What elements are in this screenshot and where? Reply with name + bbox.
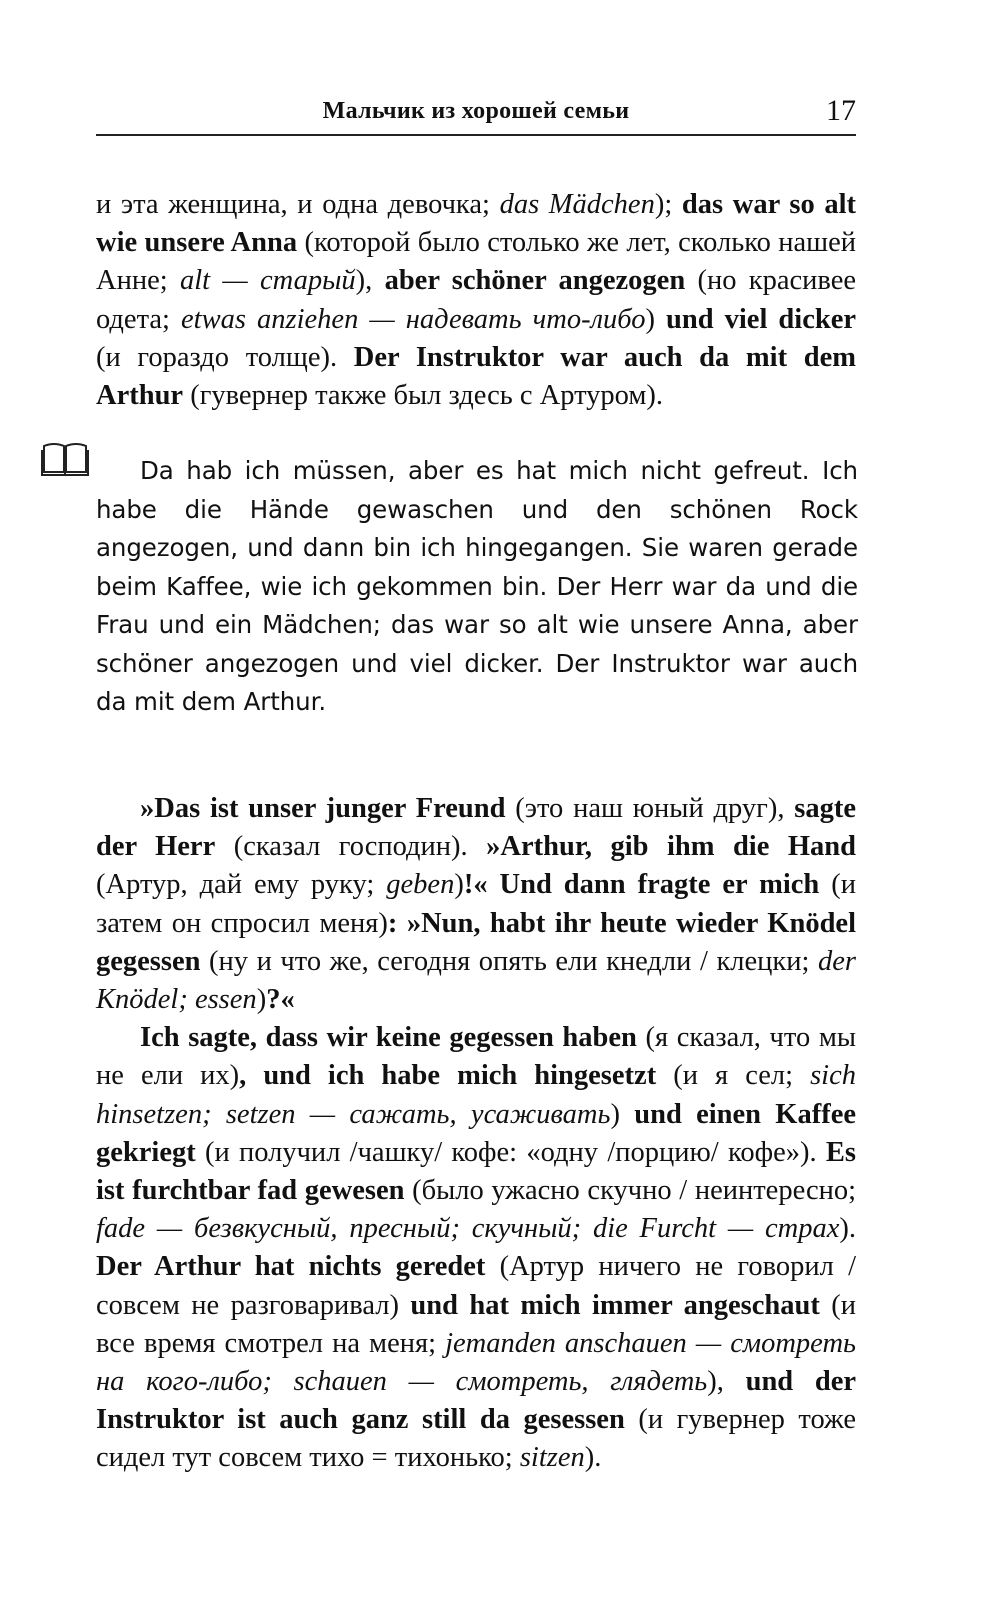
chapter-title: Мальчик из хорошей семьи [322,98,630,124]
text-run: !« Und dann fragte er mich [463,869,820,901]
text-run: und der Instruktor ist auch ganz still da gesessen [96,1366,856,1436]
text-run: ). [839,1213,856,1245]
text-run: (и все время смотрел на меня; [96,1289,857,1359]
page-number: 17 [826,94,856,127]
text-run: (и я сел; [656,1060,811,1092]
text-run: und hat mich immer angeschaut [410,1289,820,1321]
text-run: aber schöner angezogen [384,265,686,297]
text-run: ) [256,984,267,1016]
text-run: Ich sagte, dass wir keine gegessen haben [140,1022,637,1054]
text-run: alt — старый [179,265,356,297]
text-run: geben [386,869,455,901]
text-run: sagte der Herr [96,793,856,863]
text-run: ); [654,189,682,220]
text-run: (Артур, дай ему руку; [96,869,387,901]
text-run: ) [610,1098,635,1130]
text-run: (это наш юный друг), [505,793,795,824]
text-run: »Das ist unser junger Freund [140,793,506,824]
text-run: (и получил /чашку/ кофе: «одну /порцию/ кофе»). [195,1136,826,1168]
translation-paragraph-1 [96,186,856,415]
text-run: (и гораздо толще). [96,341,354,373]
text-run: (я сказал, что мы не ели их) [96,1022,856,1092]
text-run: , und ich habe mich hingesetzt [239,1060,657,1092]
text-run: (гувернер также был здесь с Артуром). [183,380,664,412]
text-run: ?« [266,984,295,1016]
open-book-icon [40,440,90,478]
text-run: sitzen [519,1442,585,1474]
text-run: das Mädchen [499,189,655,220]
text-run: (но красивее одета; [96,265,857,335]
text-run: (которой было столько же лет, сколько нашей Анне; [96,227,856,297]
text-run: sich hinsetzen; setzen — сажать, усаживать [96,1060,856,1130]
text-run: fade — безвкусный, пресный; скучный; die Furcht — страх [96,1213,840,1245]
text-run: : »Nun, habt ihr heute wieder Knödel gegessen [96,907,856,977]
text-run: Es ist furchtbar fad gewesen [96,1136,856,1207]
translation-paragraph-3 [96,1019,856,1477]
original-text: Da hab ich müssen, aber es hat mich nicht gefreut. Ich habe die Hände gewaschen und den schönen Rock angezogen, und dann bin ich hingegangen. Sie waren gerade beim Kaffee, wie ich gekommen bin. Der Herr war da und die Frau und ein Mädchen; das war so alt wie unsere Anna, aber schöner angezogen und viel dicker. Der Instruktor war auch da mit dem Arthur. [96,456,858,716]
text-run: das war so alt wie unsere Anna [96,189,856,259]
text-run: (и гувернер тоже сидел тут совсем тихо = тихонько; [96,1404,856,1474]
text-run: (было ужасно скучно / неинтересно; [404,1175,857,1207]
running-header [96,94,856,136]
text-run: (и затем он спросил меня) [96,869,856,939]
text-run: jemanden anschauen — смотреть на кого-либо; schauen — смотреть, глядеть [96,1327,856,1398]
translation-paragraph-2 [96,790,856,1019]
text-run: »Arthur, gib ihm die Hand [486,831,856,863]
text-run: ). [584,1442,602,1474]
text-run: ), [707,1366,746,1398]
text-run: und viel dicker [666,303,857,335]
text-run: (сказал господин). [215,831,487,863]
text-run: und einen Kaffee gekriegt [96,1098,856,1168]
text-run: ) [454,869,464,901]
text-run: der Knödel; essen [96,945,856,1016]
text-run: (Артур ничего не говорил / совсем не разговаривал) [96,1251,856,1321]
text-run: ) [645,303,667,335]
text-run: etwas anziehen — надевать что-либо [181,303,646,335]
translation-section-2 [96,790,856,1478]
original-text-paragraph [96,452,858,722]
text-run: Der Instruktor war auch da mit dem Arthur [96,341,856,412]
text-run: и эта женщина, и одна девочка; [96,189,500,220]
text-run: (ну и что же, сегодня опять ели кнедли / клецки; [200,945,818,977]
text-run: Der Arthur hat nichts geredet [96,1251,486,1283]
text-run: ), [355,265,385,297]
